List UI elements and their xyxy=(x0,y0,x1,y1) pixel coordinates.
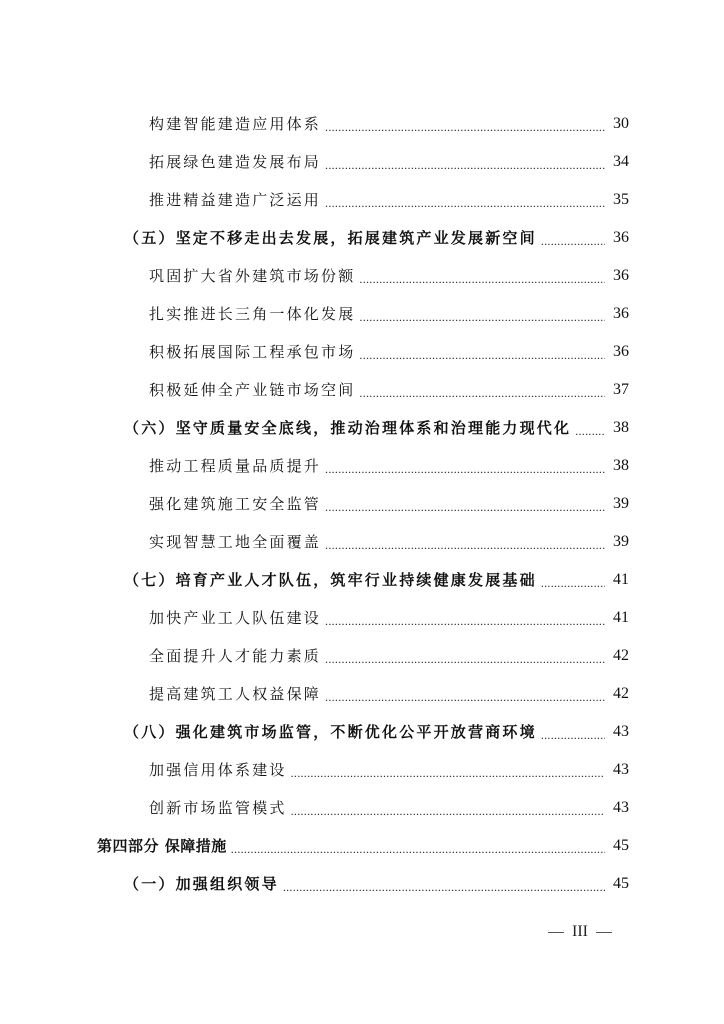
dot-leader xyxy=(283,874,605,894)
toc-entry-label: 第四部分 保障措施 xyxy=(97,837,227,855)
dot-leader xyxy=(541,228,605,248)
dot-leader xyxy=(291,760,605,780)
toc-entry[interactable] xyxy=(0,148,629,172)
toc-entry[interactable] xyxy=(0,870,629,894)
toc-entry-page: 39 xyxy=(613,533,629,550)
footer-dash-left xyxy=(548,932,564,933)
toc-entry-label: 创新市场监管模式 xyxy=(149,799,287,817)
toc-entry-page: 37 xyxy=(613,381,629,398)
dot-leader xyxy=(541,722,605,742)
toc-entry-label: 全面提升人才能力素质 xyxy=(149,647,322,665)
toc-entry[interactable] xyxy=(0,452,629,476)
toc-entry-label: 构建智能建造应用体系 xyxy=(149,115,322,133)
toc-entry[interactable] xyxy=(0,414,629,438)
dot-leader xyxy=(291,798,605,818)
toc-entry[interactable] xyxy=(0,262,629,286)
toc-entry-page: 39 xyxy=(613,495,629,512)
toc-entry-label: 提高建筑工人权益保障 xyxy=(149,685,322,703)
toc-entry-page: 30 xyxy=(613,115,629,132)
toc-entry-page: 34 xyxy=(613,153,629,170)
toc-entry[interactable] xyxy=(0,680,629,704)
dot-leader xyxy=(231,836,605,856)
toc-entry[interactable] xyxy=(0,186,629,210)
toc-entry-label: 推进精益建造广泛运用 xyxy=(149,191,322,209)
dot-leader xyxy=(325,190,605,210)
dot-leader xyxy=(325,608,605,628)
dot-leader xyxy=(325,114,605,134)
toc-entry-page: 45 xyxy=(613,837,629,854)
toc-entry[interactable] xyxy=(0,376,629,400)
toc-entry-page: 41 xyxy=(613,609,629,626)
dot-leader xyxy=(359,266,605,286)
toc-entry[interactable] xyxy=(0,338,629,362)
toc-entry[interactable] xyxy=(0,224,629,248)
toc-entry-label: 加快产业工人队伍建设 xyxy=(149,609,322,627)
toc-entry[interactable] xyxy=(0,794,629,818)
toc-entry-label: 扎实推进长三角一体化发展 xyxy=(149,305,356,323)
dot-leader xyxy=(359,380,605,400)
toc-entry[interactable] xyxy=(0,642,629,666)
dot-leader xyxy=(541,570,605,590)
toc-entry[interactable] xyxy=(0,300,629,324)
toc-entry-label: 推动工程质量品质提升 xyxy=(149,457,322,475)
toc-entry-label: 积极延伸全产业链市场空间 xyxy=(149,381,356,399)
toc-entry-label: （六）坚守质量安全底线，推动治理体系和治理能力现代化 xyxy=(124,419,572,437)
toc-entry-page: 43 xyxy=(613,723,629,740)
dot-leader xyxy=(325,532,605,552)
toc-entry-page: 42 xyxy=(613,647,629,664)
dot-leader xyxy=(325,494,605,514)
toc-entry-page: 38 xyxy=(613,419,629,436)
toc-entry-label: 拓展绿色建造发展布局 xyxy=(149,153,322,171)
dot-leader xyxy=(359,304,605,324)
page-number: III xyxy=(572,923,588,940)
toc-entry-page: 36 xyxy=(613,229,629,246)
toc-entry-label: 巩固扩大省外建筑市场份额 xyxy=(149,267,356,285)
toc-entry-label: 加强信用体系建设 xyxy=(149,761,287,779)
toc-entry-label: 实现智慧工地全面覆盖 xyxy=(149,533,322,551)
dot-leader xyxy=(359,342,605,362)
toc-entry[interactable] xyxy=(0,604,629,628)
toc-entry[interactable] xyxy=(0,756,629,780)
toc-entry-label: （一）加强组织领导 xyxy=(124,875,279,893)
toc-entry[interactable] xyxy=(0,832,629,856)
dot-leader xyxy=(325,646,605,666)
toc-entry[interactable] xyxy=(0,490,629,514)
toc-entry-page: 38 xyxy=(613,457,629,474)
dot-leader xyxy=(325,684,605,704)
dot-leader xyxy=(575,418,605,438)
toc-entry-page: 35 xyxy=(613,191,629,208)
toc-entry-page: 36 xyxy=(613,305,629,322)
toc-entry-page: 41 xyxy=(613,571,629,588)
toc-entry-page: 36 xyxy=(613,343,629,360)
toc-entry-label: （八）强化建筑市场监管，不断优化公平开放营商环境 xyxy=(124,723,537,741)
dot-leader xyxy=(325,456,605,476)
footer-dash-right xyxy=(596,932,612,933)
dot-leader xyxy=(325,152,605,172)
toc-entry-page: 43 xyxy=(613,761,629,778)
toc-entry[interactable] xyxy=(0,566,629,590)
toc-entry-page: 45 xyxy=(613,875,629,892)
toc-entry-label: （五）坚定不移走出去发展，拓展建筑产业发展新空间 xyxy=(124,229,537,247)
toc-entry-page: 36 xyxy=(613,267,629,284)
toc-entry[interactable] xyxy=(0,718,629,742)
toc-entry[interactable] xyxy=(0,110,629,134)
toc-entry-page: 42 xyxy=(613,685,629,702)
toc-entry-label: 积极拓展国际工程承包市场 xyxy=(149,343,356,361)
toc-entry[interactable] xyxy=(0,528,629,552)
page-footer xyxy=(540,920,620,944)
toc-entry-page: 43 xyxy=(613,799,629,816)
toc-entry-label: 强化建筑施工安全监管 xyxy=(149,495,322,513)
toc-entry-label: （七）培育产业人才队伍，筑牢行业持续健康发展基础 xyxy=(124,571,537,589)
